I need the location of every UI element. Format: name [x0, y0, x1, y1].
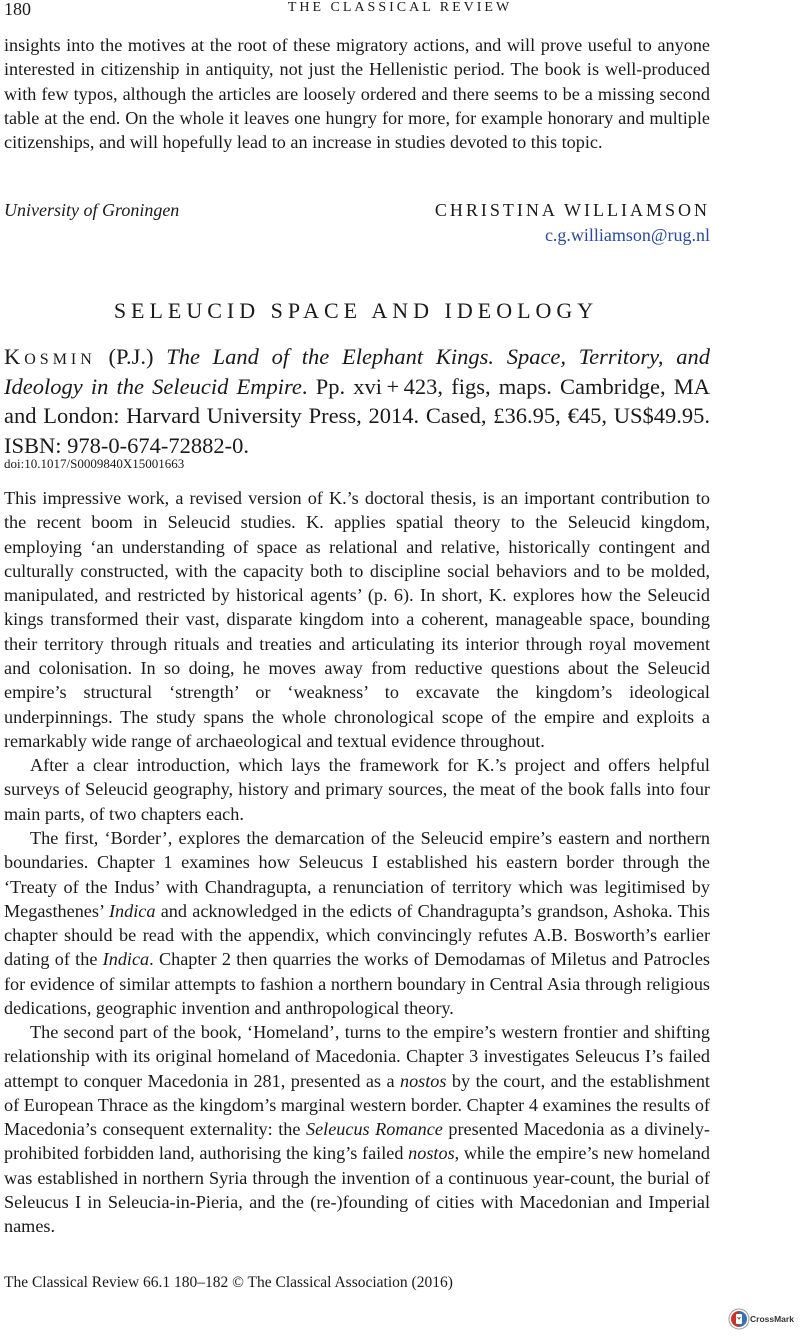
reviewer-name: CHRISTINA WILLIAMSON — [434, 200, 710, 220]
journal-title: THE CLASSICAL REVIEW — [287, 0, 513, 15]
section-title: SELEUCID SPACE AND IDEOLOGY — [113, 298, 599, 323]
previous-review-closing-paragraph: insights into the motives at the root of these migratory actions, and will prove useful to anyone interested in citizenship in antiquity, not just the Hellenistic period. The book is well-produced with few typos, although the articles are loosely ordered and there seems to be a missing second table at the end. On the whole it leaves one hungry for more, for example honorary and multiple citizenships, and will hopefully lead to an increase in studies devoted to this topic. — [4, 35, 710, 153]
review-paragraph-4: The second part of the book, ‘Homeland’, turns to the empire’s western frontier and shifting relationship with its original homeland of Macedonia. Chapter 3 investigates Seleucus I’s failed attempt to conquer Macedonia in 281, presented as a nostos by the court, and the establishment of European Thrace as the kingdom’s marginal western border. Chapter 4 examines the results of Macedonia’s consequent externality: the Seleucus Romance presented Macedonia as a divinely-prohibited forbidden land, authorising the king’s failed nostos, while the empire’s new homeland was established in northern Syria through the invention of a continuous year-count, the burial of Seleucus I in Seleucia-in-Pieria, and the (re-)founding of cities with Macedonian and Imperial names. — [4, 1022, 710, 1237]
crossmark-badge[interactable] — [728, 1308, 800, 1332]
crossmark-label: CrossMark — [750, 1314, 794, 1324]
doi-link[interactable]: doi:10.1017/S0009840X15001663 — [4, 456, 185, 471]
reviewer-affiliation: University of Groningen — [4, 200, 180, 220]
citation-initials: (P.J.) — [95, 344, 167, 369]
review-paragraph-1: This impressive work, a revised version of K.’s doctoral thesis, is an important contribution to the recent boom in Seleucid studies. K. applies spatial theory to the Seleucid kingdom, employing ‘an understanding of space as relational and relative, historically contingent and culturally constructed, with the capacity both to discipline social behaviors and to be molded, manipulated, and restricted by historical agents’ (p. 6). In short, K. explores how the Seleucid kings transformed their vast, disparate kingdom into a coherent, manageable space, bounding their territory through rituals and treaties and articulating its interior through royal movement and colonisation. In so doing, he moves away from reductive questions about the Seleucid empire’s structural ‘strength’ or ‘weakness’ to excavate the kingdom’s ideological underpinnings. The study spans the whole chronological scope of the empire and exploits a remarkably wide range of archaeological and textual evidence throughout. — [4, 488, 710, 751]
work-title-seleucus-romance: Seleucus Romance — [306, 1119, 443, 1140]
citation-details: . Pp. xvi + 423, figs, maps. Cambridge, MA and London: Harvard University Press, 2014. Cased, £36.95, €45, US$49.95. ISBN: 978-0-674-72882-0. — [4, 373, 710, 458]
book-citation — [4, 342, 710, 460]
work-title-indica: Indica — [102, 949, 150, 970]
citation-title: The Land of the Elephant Kings. Space, Territory, and Ideology in the Seleucid Empire — [4, 344, 710, 399]
crossmark-icon — [728, 1308, 750, 1330]
term-nostos: nostos — [399, 1070, 447, 1091]
footer-copyright: The Classical Review 66.1 180–182 © The Classical Association (2016) — [4, 1274, 453, 1291]
citation-author: Kosmin — [4, 344, 96, 369]
review-paragraph-2: After a clear introduction, which lays the framework for K.’s project and offers helpful surveys of Seleucid geography, history and primary sources, the meat of the book falls into four main parts, of two chapters each. — [4, 755, 710, 824]
review-paragraph-3: The first, ‘Border’, explores the demarcation of the Seleucid empire’s eastern and northern boundaries. Chapter 1 examines how Seleucus I established his eastern border through the ‘Treaty of the Indus’ with Chandragupta, a renunciation of territory which was legitimised by Megasthenes’ Indica and acknowledged in the edicts of Chandragupta’s grandson, Ashoka. This chapter should be read with the appendix, which convincingly refutes A.B. Bosworth’s earlier dating of the Indica. Chapter 2 then quarries the works of Demodamas of Miletus and Patrocles for evidence of similar attempts to fashion a northern boundary in Central Asia through religious dedications, geographic invention and anthropological theory. — [4, 828, 710, 1019]
work-title-indica: Indica — [108, 900, 156, 921]
running-head — [0, 0, 800, 20]
page-number: 180 — [4, 0, 31, 19]
reviewer-email-link[interactable]: c.g.williamson@rug.nl — [544, 225, 710, 245]
term-nostos: nostos — [408, 1143, 455, 1164]
